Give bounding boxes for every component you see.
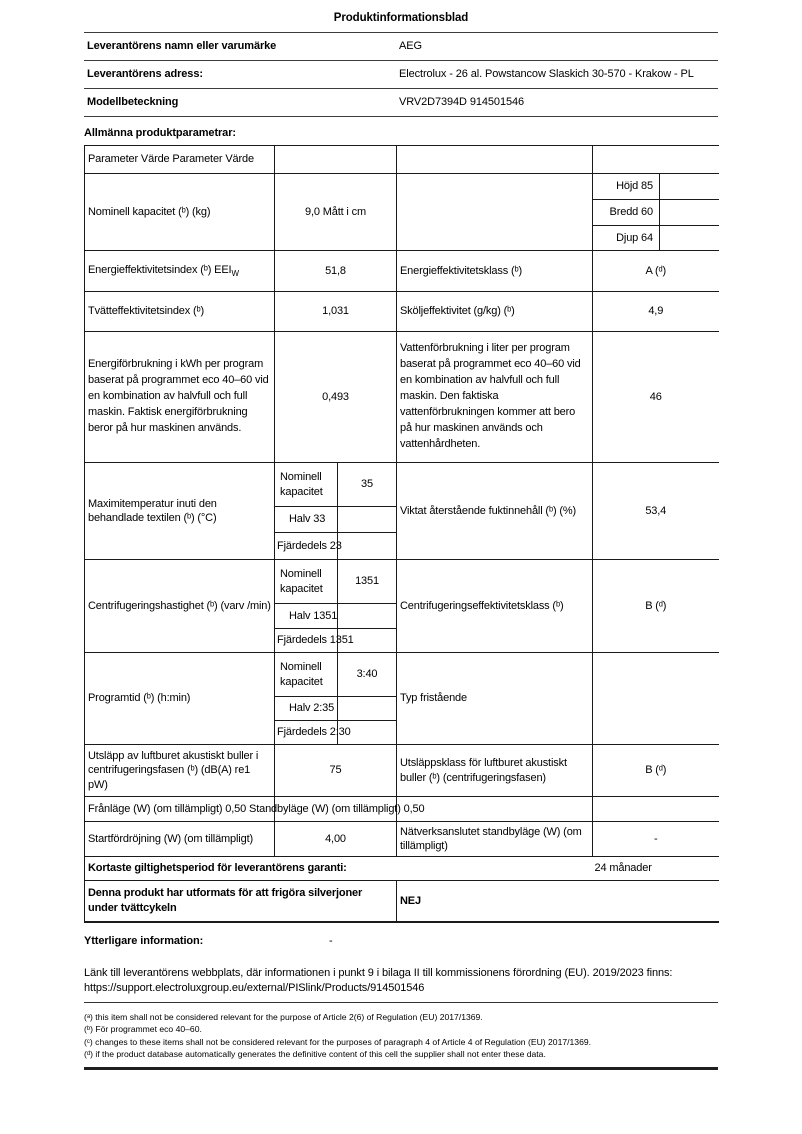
supplier-name-row bbox=[84, 33, 718, 61]
page-bottom-rule bbox=[84, 1067, 718, 1070]
page-title: Produktinformationsblad bbox=[333, 12, 469, 24]
empty-cell bbox=[275, 146, 397, 174]
max-temp-label: Maximitemperatur inuti den behandlade textilen (ᵇ) (°C) bbox=[85, 463, 275, 560]
warranty-label: Kortaste giltighetsperiod för leverantörens garanti: bbox=[85, 857, 593, 881]
eei-label: Energieffektivitetsindex (ᵇ) $EEI_W$ bbox=[85, 251, 275, 292]
dimension-height: Höjd 85 bbox=[593, 174, 660, 200]
spin-speed-row bbox=[85, 560, 719, 604]
network-standby-label: Nätverksanslutet standbyläge (W) (om tillämpligt) bbox=[397, 822, 593, 857]
max-temp-half: Halv 33 bbox=[275, 507, 338, 533]
duration-nominal-value: 3:40 bbox=[338, 653, 397, 697]
model-label: Modellbeteckning bbox=[84, 89, 396, 117]
table-header-row bbox=[85, 146, 719, 174]
max-temp-quarter: Fjärdedels 23 bbox=[275, 533, 338, 560]
spin-class-value: B (ᵈ) bbox=[593, 560, 719, 653]
document-page bbox=[84, 0, 718, 1070]
consumption-row bbox=[85, 332, 719, 463]
delay-start-value: 4,00 bbox=[275, 822, 397, 857]
footnotes bbox=[84, 1011, 718, 1061]
energy-class-label: Energieffektivitetsklass (ᵇ) bbox=[397, 251, 593, 292]
supplier-info-table bbox=[84, 32, 718, 117]
empty-cell bbox=[593, 797, 719, 822]
spin-nominal-value: 1351 bbox=[338, 560, 397, 604]
footnote-b: (ᵇ) För programmet eco 40–60. bbox=[84, 1024, 202, 1035]
additional-info-value: - bbox=[329, 934, 333, 947]
empty-cell bbox=[397, 174, 593, 251]
additional-info-row bbox=[84, 935, 718, 950]
energy-class-value: A (ᵈ) bbox=[593, 251, 719, 292]
energy-consumption-value: 0,493 bbox=[275, 332, 397, 463]
type-label: Typ fristående bbox=[397, 653, 593, 745]
warranty-value: 24 månader bbox=[593, 857, 719, 881]
supplier-address-row bbox=[84, 61, 718, 89]
off-mode-row bbox=[85, 797, 719, 822]
silver-ions-label: Denna produkt har utformats för att frigöra silverjoner under tvättcykeln bbox=[85, 881, 397, 922]
water-consumption-label: Vattenförbrukning i liter per program baserat på programmet eco 40–60 vid en kombination av halvfull och full maskin. Den faktiska vattenförbrukningen kommer att bero på hur maskinen används och vattenhårdheten. bbox=[397, 332, 593, 463]
energy-consumption-label: Energiförbrukning i kWh per program baserat på programmet eco 40–60 vid en kombination av halvfull och full maskin. Faktisk energiförbrukning beror på hur maskinen används. bbox=[85, 332, 275, 463]
empty-cell bbox=[593, 653, 719, 745]
rinse-value: 4,9 bbox=[593, 292, 719, 332]
off-mode-text: Frånläge (W) (om tillämpligt) 0,50 Standbyläge (W) (om tillämpligt) 0,50 bbox=[85, 797, 275, 822]
duration-row bbox=[85, 653, 719, 697]
footnote-d: (ᵈ) if the product database automatically generates the definitive content of this cell the supplier shall not enter these data. bbox=[84, 1048, 546, 1059]
supplier-address-label: Leverantörens adress: bbox=[84, 61, 396, 89]
noise-value: 75 bbox=[275, 745, 397, 797]
link-url: https://support.electroluxgroup.eu/external/PISlink/Products/914501546 bbox=[84, 981, 425, 994]
max-temp-nominal-label: Nominell kapacitet bbox=[275, 463, 338, 507]
link-description: Länk till leverantörens webbplats, där informationen i punkt 9 i bilaga II till kommissionens förordning (EU). 2019/2023 finns: bbox=[84, 966, 673, 979]
parameter-header-cell: Parameter Värde Parameter Värde bbox=[85, 146, 275, 174]
footnote-a: (ᵃ) this item shall not be considered relevant for the purpose of Article 2(6) of Regulation (EU) 2017/1369. bbox=[84, 1011, 483, 1022]
empty-cell bbox=[593, 146, 719, 174]
duration-half: Halv 2:35 bbox=[275, 697, 338, 721]
empty-cell bbox=[397, 797, 593, 822]
empty-cell bbox=[338, 604, 397, 629]
max-temp-row bbox=[85, 463, 719, 507]
silver-ions-value: NEJ bbox=[397, 881, 719, 922]
spin-nominal-label: Nominell kapacitet bbox=[275, 560, 338, 604]
supplier-link-block bbox=[84, 966, 718, 996]
duration-label: Programtid (ᵇ) (h:min) bbox=[85, 653, 275, 745]
warranty-row bbox=[85, 857, 719, 881]
model-value: VRV2D7394D 914501546 bbox=[396, 89, 718, 117]
footnote-separator bbox=[84, 1002, 718, 1003]
eei-row bbox=[85, 251, 719, 292]
eei-value: 51,8 bbox=[275, 251, 397, 292]
wash-index-label: Tvätteffektivitetsindex (ᵇ) bbox=[85, 292, 275, 332]
spin-speed-label: Centrifugeringshastighet (ᵇ) (varv /min) bbox=[85, 560, 275, 653]
section-heading: Allmänna produktparametrar: bbox=[84, 127, 236, 139]
noise-class-label: Utsläppsklass för luftburet akustiskt buller (ᵇ) (centrifugeringsfasen) bbox=[397, 745, 593, 797]
dimension-depth: Djup 64 bbox=[593, 226, 660, 251]
moisture-value: 53,4 bbox=[593, 463, 719, 560]
silver-ions-row bbox=[85, 881, 719, 922]
empty-cell bbox=[660, 200, 719, 226]
noise-label: Utsläpp av luftburet akustiskt buller i centrifugeringsfasen (ᵇ) (dB(A) re1 pW) bbox=[85, 745, 275, 797]
wash-index-row bbox=[85, 292, 719, 332]
spin-quarter: Fjärdedels 1351 bbox=[275, 629, 338, 653]
model-row bbox=[84, 89, 718, 117]
delay-start-label: Startfördröjning (W) (om tillämpligt) bbox=[85, 822, 275, 857]
capacity-label: Nominell kapacitet (ᵇ) (kg) bbox=[85, 174, 275, 251]
eei-subscript: W bbox=[231, 268, 239, 278]
duration-nominal-label: Nominell kapacitet bbox=[275, 653, 338, 697]
duration-quarter: Fjärdedels 2:30 bbox=[275, 721, 338, 745]
spin-half: Halv 1351 bbox=[275, 604, 338, 629]
empty-cell bbox=[338, 507, 397, 533]
noise-class-value: B (ᵈ) bbox=[593, 745, 719, 797]
noise-row bbox=[85, 745, 719, 797]
empty-cell bbox=[660, 174, 719, 200]
capacity-value: 9,0 Mått i cm bbox=[275, 174, 397, 251]
empty-cell bbox=[660, 226, 719, 251]
max-temp-nominal-value: 35 bbox=[338, 463, 397, 507]
additional-info-label: Ytterligare information: bbox=[84, 934, 204, 947]
empty-cell bbox=[338, 533, 397, 560]
network-standby-value: - bbox=[593, 822, 719, 857]
dimension-width: Bredd 60 bbox=[593, 200, 660, 226]
empty-cell bbox=[338, 697, 397, 721]
footnote-c: (ᶜ) changes to these items shall not be considered relevant for the purposes of paragraph 4 of Article 4 of Regulation (EU) 2017/1369. bbox=[84, 1036, 592, 1047]
moisture-label: Viktat återstående fuktinnehåll (ᵇ) (%) bbox=[397, 463, 593, 560]
supplier-address-value: Electrolux - 26 al. Powstancow Slaskich 30-570 - Krakow - PL bbox=[396, 61, 718, 89]
product-parameters-table bbox=[84, 145, 719, 923]
wash-index-value: 1,031 bbox=[275, 292, 397, 332]
delay-start-row bbox=[85, 822, 719, 857]
spin-class-label: Centrifugeringseffektivitetsklass (ᵇ) bbox=[397, 560, 593, 653]
empty-cell bbox=[397, 146, 593, 174]
water-consumption-value: 46 bbox=[593, 332, 719, 463]
capacity-row bbox=[85, 174, 719, 200]
supplier-name-label: Leverantörens namn eller varumärke bbox=[84, 33, 396, 61]
rinse-label: Sköljeffektivitet (g/kg) (ᵇ) bbox=[397, 292, 593, 332]
supplier-name-value: AEG bbox=[396, 33, 718, 61]
